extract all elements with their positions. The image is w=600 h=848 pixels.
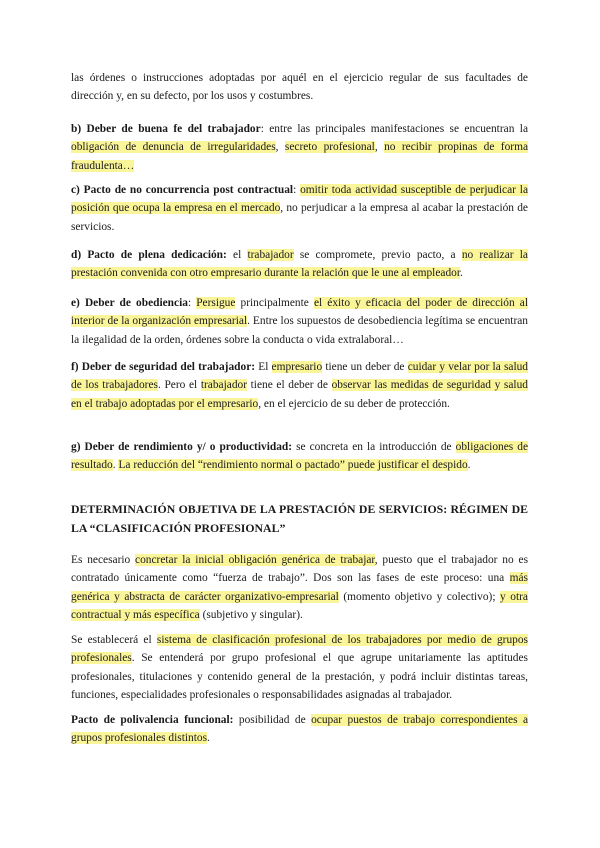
text-run: . Entre los supuestos de desobediencia legítima se encuentran la ilegalidad de la orden, órdenes sobre la conducta o vida extralaboral… <box>71 315 528 346</box>
text-run: se concreta en la introducción de <box>292 441 456 453</box>
text-run: se compromete, previo pacto, a <box>293 249 462 261</box>
paragraph-obedience-continuation <box>71 69 528 106</box>
paragraph-polyvalence-pact <box>71 711 528 748</box>
paragraph-good-faith-duty <box>71 120 528 175</box>
text-run: . <box>112 459 119 472</box>
highlighted-run: La reducción del “rendimiento normal o pactado” puede justificar el despido <box>118 459 468 472</box>
text-run: : entre las principales manifestaciones se encuentran la <box>260 123 529 135</box>
bold-run: b) Deber de buena fe del trabajador <box>71 123 261 135</box>
paragraph-non-competition-pact <box>71 181 528 236</box>
text-run: posibilidad de <box>233 714 312 726</box>
text-run: , no perjudicar a la empresa al acabar la prestación de servicios. <box>71 202 528 233</box>
paragraph-safety-duty <box>71 358 528 413</box>
bold-run: e) Deber de obediencia <box>71 297 188 309</box>
text-run: El <box>255 361 272 373</box>
paragraph-full-dedication-pact <box>71 246 528 283</box>
paragraph-concretion <box>71 551 528 625</box>
bold-run: Pacto de polivalencia funcional: <box>71 714 234 726</box>
bold-run: d) Pacto de plena dedicación: <box>71 249 227 261</box>
highlighted-run: omitir toda actividad susceptible de perjudicar la posición que ocupa la empresa en el mercado <box>71 184 529 215</box>
section-heading <box>71 500 528 538</box>
text-run: , <box>374 141 385 154</box>
text-run: : <box>187 297 197 309</box>
text-run: . Se entenderá por grupo profesional el que agrupe unitariamente las aptitudes profesionales, titulaciones y contenido general de la prestación, y podrá incluir distintas tareas, funciones, especialidades profesionales o responsabilidades asignadas al trabajador. <box>71 652 528 702</box>
text-run: las órdenes o instrucciones adoptadas por aquél en el ejercicio regular de sus facultades de dirección y, en su defecto, por los usos y costumbres. <box>71 72 528 103</box>
highlighted-run: cuidar y velar por la salud de los trabajadores <box>71 361 528 392</box>
paragraph-obedience-duty <box>71 294 528 349</box>
text-run: tiene el deber de <box>247 379 332 392</box>
text-run: : <box>293 184 301 196</box>
highlighted-run: Persigue <box>196 297 236 309</box>
highlighted-run: obligaciones de resultado <box>71 441 528 472</box>
paragraph-classification-system <box>71 631 528 705</box>
text-run: DETERMINACIÓN OBJETIVA DE LA PRESTACIÓN DE SERVICIOS: RÉGIMEN DE LA “CLASIFICACIÓN PROFESIONAL” <box>71 502 528 535</box>
bold-run: f) Deber de seguridad del trabajador: <box>71 361 256 373</box>
text-run: . <box>460 267 463 280</box>
paragraph-performance-duty <box>71 438 528 475</box>
text-run: . Pero el <box>157 379 201 392</box>
highlighted-run: observar las medidas de seguridad y salud en el trabajo adoptadas por el empresario <box>71 379 528 410</box>
text-run: . <box>467 459 471 472</box>
text-run: (subjetivo y singular). <box>199 609 303 622</box>
text-run: Se establecerá el <box>71 634 157 646</box>
highlighted-run: trabajador <box>247 249 294 261</box>
highlighted-run: el éxito y eficacia del poder de dirección al interior de la organización empresarial <box>71 297 528 328</box>
text-run: . <box>207 732 210 745</box>
text-run: Es necesario <box>71 554 136 566</box>
bold-run: c) Pacto de no concurrencia post contractual <box>71 184 294 196</box>
text-run: , en el ejercicio de su deber de protección. <box>258 397 450 410</box>
highlighted-run: no recibir propinas de forma fraudulenta… <box>71 141 528 172</box>
highlighted-run: y otra contractual y más específica <box>71 590 528 622</box>
highlighted-run: sistema de clasificación profesional de los trabajadores por medio de grupos profesionales <box>71 634 528 665</box>
text-run: principalmente <box>235 297 314 309</box>
highlighted-run: concretar la inicial obligación genérica de trabajar <box>135 554 375 566</box>
highlighted-run: obligación de denuncia de irregularidades <box>71 141 276 154</box>
bold-run: g) Deber de rendimiento y/ o productividad: <box>71 441 293 453</box>
highlighted-run: ocupar puestos de trabajo correspondientes a grupos profesionales distintos <box>71 714 528 745</box>
highlighted-run: trabajador <box>200 379 247 392</box>
text-run: (momento objetivo y colectivo); <box>338 590 501 603</box>
text-run: el <box>226 249 248 261</box>
highlighted-run: secreto profesional <box>284 141 375 154</box>
text-run: , puesto que el trabajador no es contratado únicamente como “fuerza de trabajo”. Dos son las fases de este proceso: una <box>71 554 528 585</box>
text-run: tiene un deber de <box>322 361 408 373</box>
highlighted-run: más genérica y abstracta de carácter organizativo-empresarial <box>71 572 528 603</box>
highlighted-run: no realizar la prestación convenida con otro empresario durante la relación que le une al empleador <box>71 249 528 280</box>
highlighted-run: empresario <box>271 361 323 373</box>
text-run: , <box>275 141 285 154</box>
